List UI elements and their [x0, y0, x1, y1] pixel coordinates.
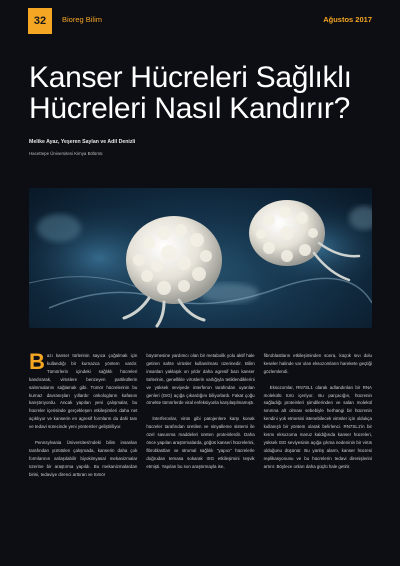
article-affiliation: Hacettepe Üniversitesi Kimya Bölümü	[29, 151, 103, 156]
article-authors: Melike Ayaz, Yeşeren Saylan ve Adil Denizli	[29, 139, 136, 145]
paragraph: Pennsylvania Üniversitesi'ndeki bilim insanları tarafından yürütülen çalışmada, kanserin daha çok formlarının anlaşılabilir biyokimyasal mekanizmalar üzerine bir araştırma yapıldı. Bu mekanizmalardan birisi, tedaviye direnci arttıran ve tümör	[29, 439, 138, 477]
article-title: Kanser Hücreleri Sağlıklı Hücreleri Nasıl Kandırır?	[29, 61, 352, 125]
page-number: 32	[28, 8, 52, 34]
section-label: Bioreg Bilim	[62, 15, 103, 24]
paragraph: İnterferonlar, virüs gibi patojenlere karşı konak hücreler tarafından üretilen ve sinyalleme sistemi ile özel savunma maddeleri üreten proteinlerdir. Daha önce yapılan araştırmalarda, göğüs kanseri hücrelerini, fibroblastları ve stromal sağlıklı "yapıcı" hücrelerle doğrudan temasa sokarak ISG etkileşimini teşvik etmişti. Yapılan bu son araştırmayla ise,	[146, 416, 255, 469]
cancer-cell-large	[124, 216, 222, 326]
hero-image	[29, 188, 372, 328]
cancer-cells-illustration	[29, 188, 372, 328]
column-3	[264, 352, 372, 552]
paragraph: Bazı kanser türlerinin sayıca çoğalmak için kullandığı bir kurnazca yöntem vardır. Tümörlerin içindeki sağlıklı hücreleri kandırarak, virüslere benzeyen partiküllerin salınmalarını sağlamak gibi. Tümör hücrelerinin bu kurnaz davranışları yıllardır onkologların kafasını karıştırıyordu. Ancak yapılan yeni çalışmalar, bu hücreler içerisinde gerçekleşen etkileşimleri daha net açıklıyor ve kanserin en agresif formların da dahi tanı ve tedavi sürecinde yeni yöntemler geliştiriliyor.	[29, 349, 138, 430]
paragraph: büyümesine yardımcı olan bir metabolik yolu aktif hale getiren sahte virüsler kullanılması üzerinedir. Bilim insanları yaklaşık on yıldır daha agresif bazı kanser türlerinin, genellikle virüslerin varlığıyla tetiklendiklerini ve yüksek seviyede interferon tarafından uyarılan genleri (ISG) açığa çıkardığını biliyorlardı. Fakat çoğu örnekte tümörlerde viral enfeksiyonla karşılaşılmamıştı.	[146, 353, 255, 406]
article-body	[29, 349, 372, 552]
column-1	[29, 349, 138, 552]
dropcap: B	[29, 349, 45, 374]
issue-date: Ağustos 2017	[323, 15, 372, 24]
column-2	[146, 352, 254, 552]
paragraph: fibroblastların etkileşiminden sonra, küçük sıvı dolu keseler halinde var olan eksozomların harekete geçtiği gözlemlendi.	[263, 353, 372, 374]
paragraph: Eksozomlar, RN7SL1 olarak adlandırılan bir RNA molekülü türü içeriyor. Bu parçacığın, hücrenin sağladığı proteinleri şimdilerinden ve salan molekül sınırına alt olması sebebiyle herhangi bir hücrenin kendini yok etmesini istenebilecek virüsler için oldukça kullanışlı bir yöntem olarak belirlenci. RN7SL1'in bir kısmı eksozoma maruz kaldığında kanser hücreleri, yüksek ISG seviyesinin açığa çıkma nedeninin bir virüs olduğunu düşünür. Bu yanlış alarm, kanser hücresi replikasyonunu ve bu hücrelerin tedavi direnişlerini artırır. Böylece onları daha güçlü hale getirir.	[263, 384, 372, 469]
